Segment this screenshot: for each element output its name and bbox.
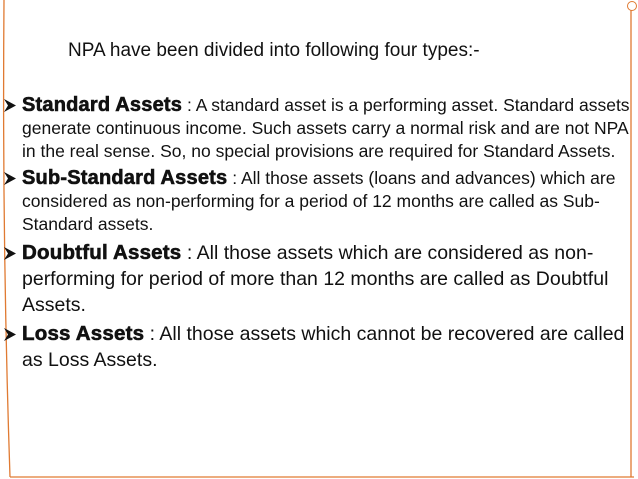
arrowhead-bullet-icon (3, 240, 19, 266)
term-description: : All those assets (loans and advances) which are considered as non-performing for a period of 12 months are called as Sub-Standard assets. (22, 168, 616, 234)
arrowhead-bullet-icon (3, 94, 19, 117)
list-item-sub-standard-assets (3, 167, 633, 236)
list-item-standard-assets (3, 94, 633, 163)
corner-circle-icon (627, 1, 637, 11)
arrowhead-bullet-icon (3, 321, 19, 347)
term-description: : A standard asset is a performing asset. Standard assets generate continuous income. Such assets carry a normal risk and are not NPA in the real sense. So, no special provisions are required for Standard Assets. (22, 95, 630, 161)
term-label: Doubtful Assets (22, 241, 182, 264)
list-item-loss-assets (3, 321, 633, 373)
arrowhead-bullet-icon (3, 167, 19, 190)
term-label: Loss Assets (22, 322, 145, 345)
slide-title: NPA have been divided into following four types:- (68, 40, 480, 61)
term-label: Standard Assets (22, 94, 183, 116)
term-description: : All those assets which are considered as non-performing for period of more than 12 months are called as Doubtful Assets. (22, 242, 609, 316)
list-item-doubtful-assets (3, 240, 633, 318)
term-description: : All those assets which cannot be recovered are called as Loss Assets. (22, 323, 625, 371)
term-label: Sub-Standard Assets (22, 167, 228, 189)
npa-types-list (3, 94, 633, 373)
